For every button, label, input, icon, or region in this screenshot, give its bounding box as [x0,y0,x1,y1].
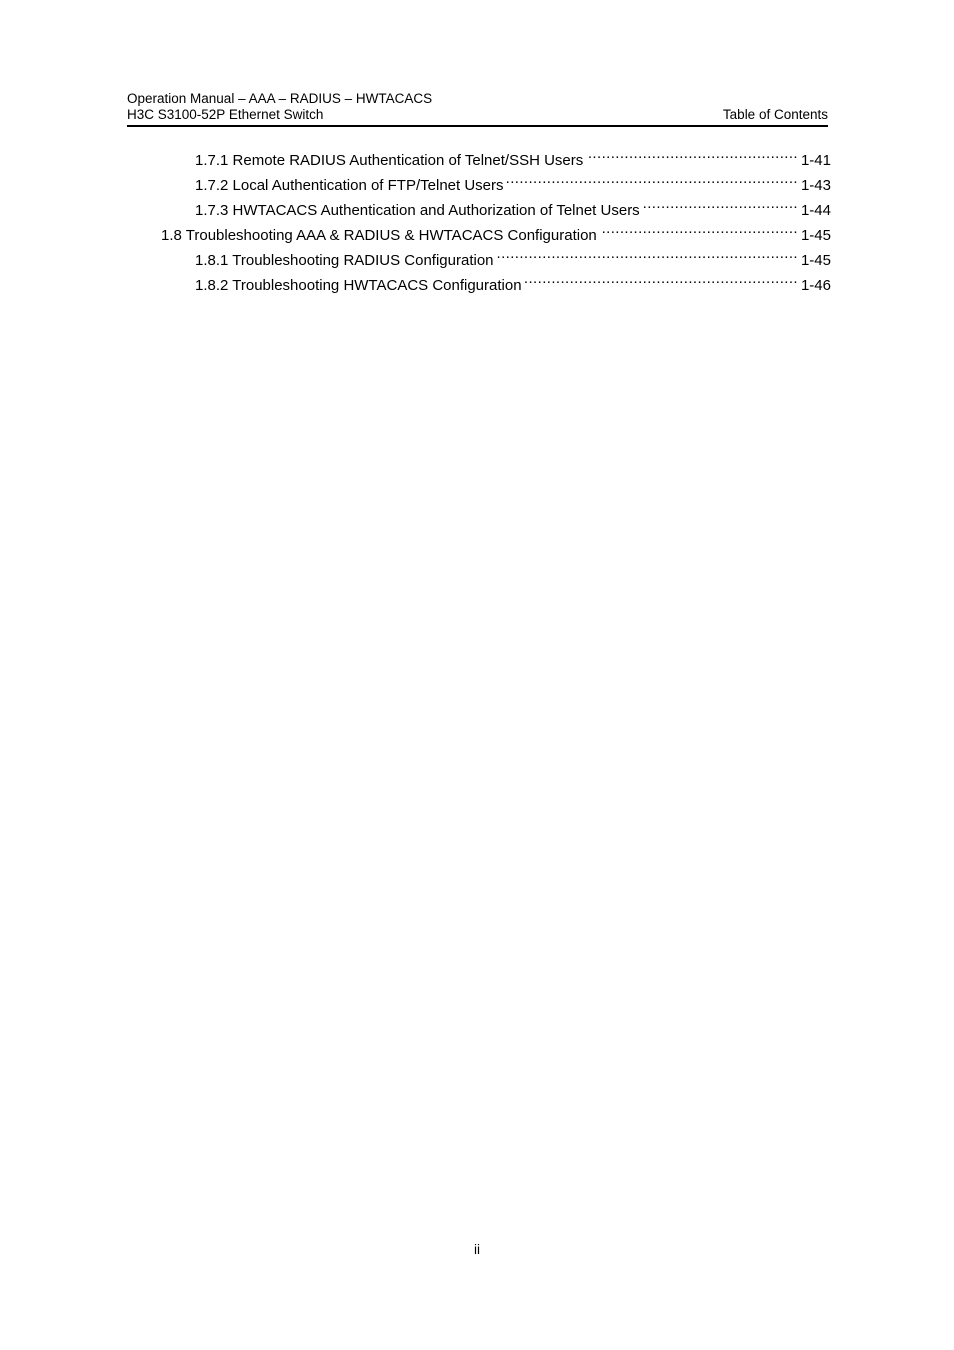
section-name: Table of Contents [722,107,828,122]
toc-entry-title: 1.7.2 Local Authentication of FTP/Telnet Users [195,177,504,194]
toc-entry[interactable] [195,168,831,194]
toc-entry-title: 1.7.1 Remote RADIUS Authentication of Telnet/SSH Users [195,152,584,169]
product-name: H3C S3100-52P Ethernet Switch [127,107,324,122]
toc-entry-page: 1-45 [800,252,831,269]
toc-entry-page: 1-44 [800,202,831,219]
toc-entry[interactable] [195,243,831,269]
toc-entry-page: 1-46 [800,277,831,294]
toc-leader-dots [507,168,798,190]
toc-entry-title: 1.7.3 HWTACACS Authentication and Authorization of Telnet Users [195,202,640,219]
toc-leader-dots [600,218,798,240]
toc-entry-page: 1-45 [800,227,831,244]
toc-entry-title: 1.8 Troubleshooting AAA & RADIUS & HWTACACS Configuration [161,227,597,244]
toc-leader-dots [525,268,798,290]
page-header [127,91,828,127]
toc-entry-title: 1.8.1 Troubleshooting RADIUS Configuration [195,252,494,269]
toc-entry-title: 1.8.2 Troubleshooting HWTACACS Configuration [195,277,522,294]
page-footer [0,1241,954,1259]
toc-leader-dots [497,243,798,265]
toc-entry-page: 1-43 [800,177,831,194]
toc-leader-dots [643,193,798,215]
toc-entry[interactable] [195,193,831,219]
manual-title: Operation Manual – AAA – RADIUS – HWTACACS [127,91,433,106]
toc-leader-dots [586,143,798,165]
toc-entry[interactable] [195,143,831,169]
toc-entry[interactable] [161,218,831,244]
toc-entry-page: 1-41 [800,152,831,169]
page-number: ii [474,1242,480,1257]
toc-entry[interactable] [195,268,831,294]
